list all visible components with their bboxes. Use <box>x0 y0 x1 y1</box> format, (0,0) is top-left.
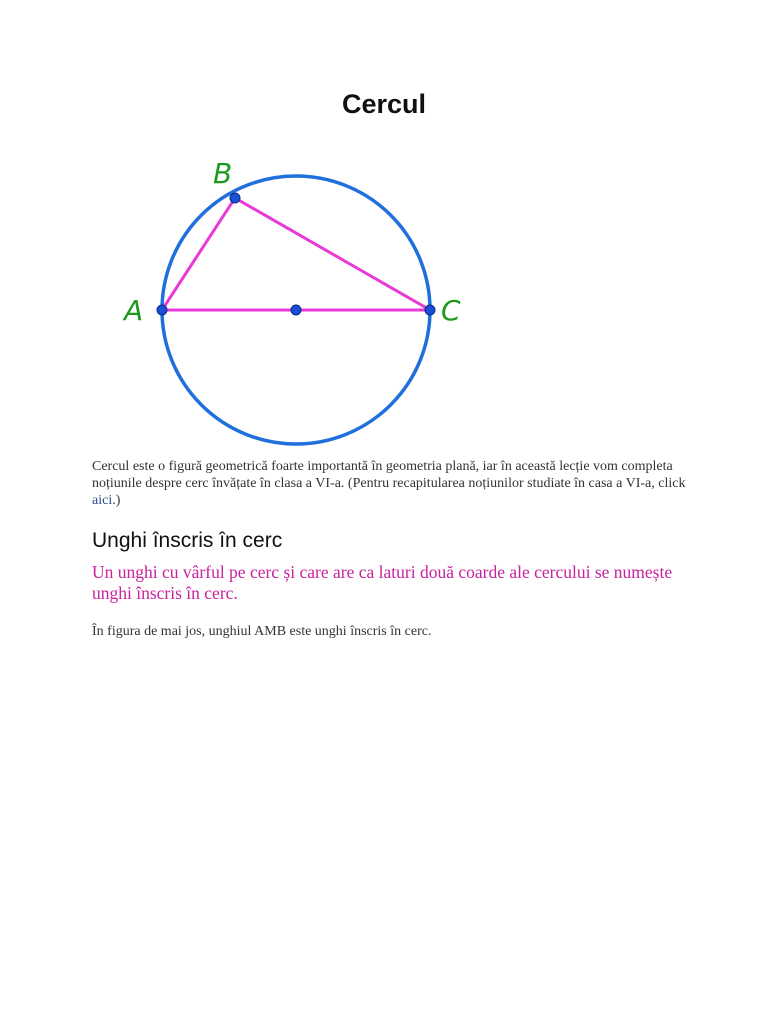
definition-text: Un unghi cu vârful pe cerc și care are ca laturi două coarde ale cercului se numește unghi înscris în cerc. <box>92 562 673 603</box>
page-title: Cercul <box>341 89 427 119</box>
point-a-dot <box>157 305 167 315</box>
point-c-dot <box>425 305 435 315</box>
example-text: În figura de mai jos, unghiul AMB este unghi înscris în cerc. <box>92 624 432 639</box>
label-a: A <box>124 294 144 327</box>
intro-text-end: .) <box>112 493 121 508</box>
section-heading: Unghi înscris în cerc <box>92 529 283 552</box>
circle-diagram <box>110 150 480 450</box>
label-b: B <box>213 157 233 190</box>
center-dot <box>291 305 301 315</box>
label-c: C <box>441 294 461 327</box>
recap-link[interactable]: aici <box>92 493 113 508</box>
circle-figure <box>110 150 480 450</box>
intro-paragraph <box>92 458 692 509</box>
intro-text: Cercul este o figură geometrică foarte importantă în geometria plană, iar în această lecție vom completa noțiunile despre cerc învățate în clasa a VI-a. (Pentru recapitularea noțiunilor studiate în casa a VI-a, click <box>92 459 686 491</box>
point-b-dot <box>230 193 240 203</box>
